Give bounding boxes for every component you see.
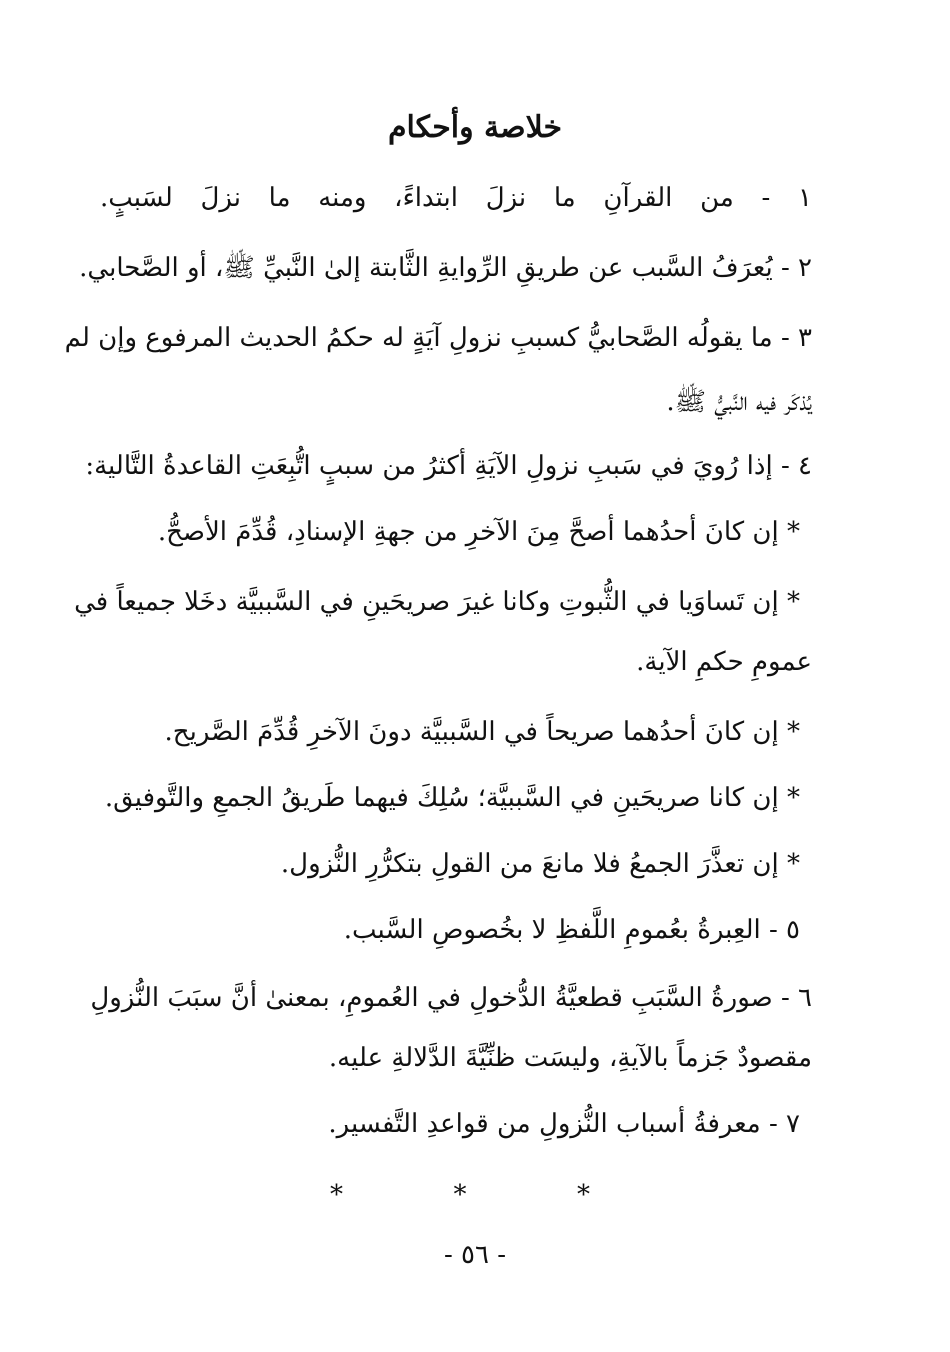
point-7: ٧ - معرفةُ أسباب النُّزولِ من قواعدِ التَّفسير.	[328, 1109, 800, 1139]
page-number: - ٥٦ -	[443, 1240, 507, 1270]
rule-4: * إن كانا صريحَينِ في السَّببيَّة؛ سُلِكَ فيهما طَريقُ الجمعِ والتَّوفيق.	[104, 783, 800, 813]
page-title: خلاصة وأحكام	[387, 110, 563, 145]
rule-1: * إن كانَ أحدُهما أصحَّ مِنَ الآخرِ من جهةِ الإسنادِ، قُدِّمَ الأصحُّ.	[157, 517, 800, 547]
rule-2-line-1: * إن تَساوَيا في الثُّبوتِ وكانا غيرَ صريحَينِ في السَّببيَّة دخَلا جميعاً في	[74, 587, 800, 617]
rule-2-line-2: عمومِ حكمِ الآية.	[636, 647, 812, 677]
section-separator	[330, 1180, 590, 1210]
separator-asterisk: *	[330, 1180, 343, 1210]
rule-5: * إن تعذَّرَ الجمعُ فلا مانعَ من القولِ بتكرُّرِ النُّزول.	[280, 849, 800, 879]
point-6-line-1: ٦ - صورةُ السَّبَبِ قطعيَّةُ الدُّخولِ في العُمومِ، بمعنىٰ أنَّ سبَبَ النُّزولِ	[90, 983, 812, 1013]
point-2: ٢ - يُعرَفُ السَّبب عن طريقِ الرِّوايةِ الثَّابتة إلىٰ النَّبيِّ ﷺ، أو الصَّحابي.	[79, 253, 812, 283]
point-3-line-2: يُذكَر فيه النَّبيُّ ﷺ.	[666, 387, 812, 417]
point-3-line-1: ٣ - ما يقولُه الصَّحابيُّ كسببِ نزولِ آيَةٍ له حكمُ الحديث المرفوع وإن لم	[64, 323, 812, 353]
rule-3: * إن كانَ أحدُهما صريحاً في السَّببيَّة دونَ الآخرِ قُدِّمَ الصَّريح.	[164, 717, 800, 747]
separator-asterisk: *	[577, 1180, 590, 1210]
point-5: ٥ - العِبرةُ بعُمومِ اللَّفظِ لا بخُصوصِ السَّبب.	[343, 915, 800, 945]
point-1: ١ - من القرآنِ ما نزلَ ابتداءً، ومنه ما نزلَ لسَببٍ.	[100, 183, 812, 213]
point-4: ٤ - إذا رُويَ في سَببِ نزولِ الآيَةِ أكثرُ من سببٍ اتُّبِعَتِ القاعدةُ التَّالية:	[85, 451, 812, 481]
separator-asterisk: *	[453, 1180, 467, 1210]
point-6-line-2: مقصودٌ جَزماً بالآيةِ، وليسَت ظنِّيَّةَ الدَّلالةِ عليه.	[328, 1043, 812, 1073]
